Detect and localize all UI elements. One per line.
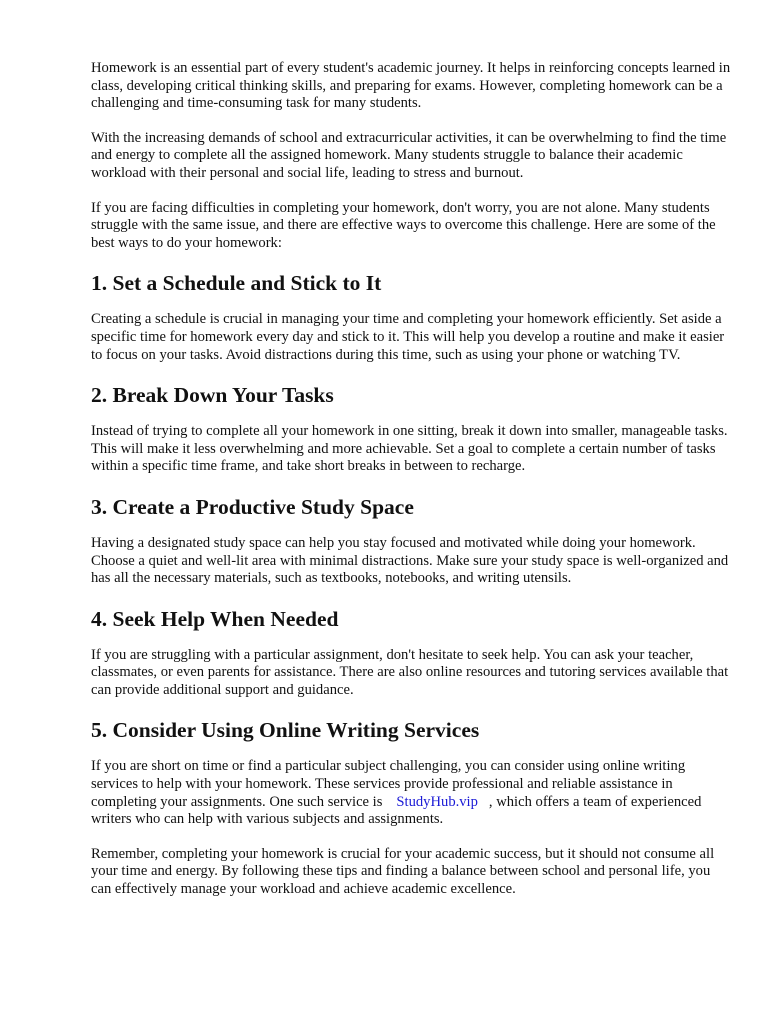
section-heading-break-down: 2. Break Down Your Tasks — [91, 383, 334, 408]
online-services-text-before: If you are short on time or find a particular subject challenging, you can consider using online writing services to help with your homework. These services provide professional and reliable assistance in completing your assignments. One such service is — [91, 758, 686, 810]
intro-paragraph-3: If you are facing difficulties in completing your homework, don't worry, you are not alone. Many students struggle with the same issue, and there are effective ways to overcome this challenge. Here are some of the best ways to do your homework: — [91, 199, 716, 251]
studyhub-link[interactable]: StudyHub.vip — [396, 793, 478, 810]
section-heading-schedule: 1. Set a Schedule and Stick to It — [91, 271, 382, 296]
section-text-study-space: Having a designated study space can help you stay focused and motivated while doing your homework. Choose a quiet and well-lit area with minimal distractions. Make sure your study space is well-organized and has all the necessary materials, such as textbooks, notebooks, and writing utensils. — [91, 534, 729, 587]
section-text-schedule: Creating a schedule is crucial in managing your time and completing your homework efficiently. Set aside a specific time for homework every day and stick to it. This will help you develop a routine and make it easier to focus on your tasks. Avoid distractions during this time, such as using your phone or watching TV. — [91, 311, 725, 363]
section-heading-online-services: 5. Consider Using Online Writing Services — [91, 718, 480, 743]
online-services-text-after: , which offers a team of experienced writers who can help with various subjects and assignments. — [91, 793, 702, 828]
section-heading-study-space: 3. Create a Productive Study Space — [91, 494, 414, 519]
document-page — [91, 60, 731, 916]
conclusion-paragraph: Remember, completing your homework is crucial for your academic success, but it should not consume all your time and energy. By following these tips and finding a balance between school and personal life, you can effectively manage your workload and achieve academic excellence. — [91, 845, 715, 898]
section-text-seek-help: If you are struggling with a particular assignment, don't hesitate to seek help. You can ask your teacher, classmates, or even parents for assistance. There are also online resources and tutoring services available that can provide additional support and guidance. — [91, 646, 729, 698]
intro-paragraph-2: With the increasing demands of school and extracurricular activities, it can be overwhelming to find the time and energy to complete all the assigned homework. Many students struggle to balance their academic workload with their personal and social life, leading to stress and burnout. — [91, 129, 727, 181]
section-text-break-down: Instead of trying to complete all your homework in one sitting, break it down into smaller, manageable tasks. This will make it less overwhelming and more achievable. Set a goal to complete a certain number of tasks within a specific time frame, and take short breaks in between to recharge. — [91, 423, 728, 475]
intro-paragraph-1: Homework is an essential part of every student's academic journey. It helps in reinforcing concepts learned in class, developing critical thinking skills, and preparing for exams. However, completing homework can be a challenging and time-consuming task for many students. — [91, 60, 731, 112]
section-text-online-services — [91, 758, 731, 828]
section-heading-seek-help: 4. Seek Help When Needed — [91, 606, 339, 631]
